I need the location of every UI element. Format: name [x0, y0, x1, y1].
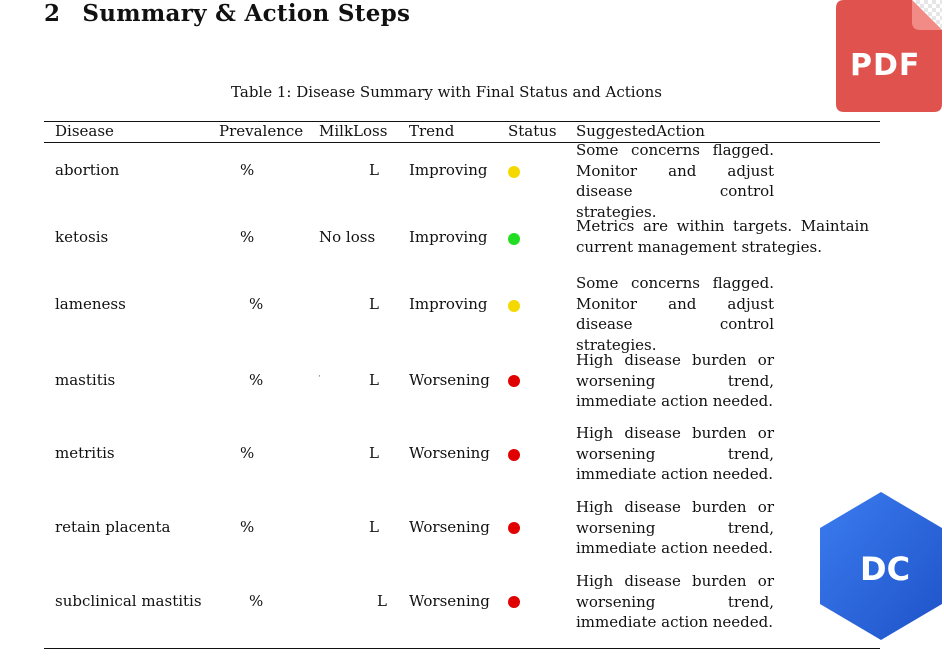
disease-cell: ketosis	[55, 228, 109, 246]
disease-cell: subclinical mastitis	[55, 592, 202, 610]
milkloss-cell: L	[369, 161, 379, 179]
milkloss-cell: L	[369, 295, 379, 313]
trend-cell: Worsening	[409, 371, 490, 389]
pdf-label: PDF	[850, 48, 921, 83]
pdf-file-icon[interactable]	[836, 0, 942, 112]
table-top-rule	[44, 121, 880, 122]
prevalence-cell: %	[240, 228, 255, 246]
action-cell: High disease burden or worsening trend, immediate action needed.	[576, 572, 774, 631]
action-cell: High disease burden or worsening trend, immediate action needed.	[576, 351, 774, 410]
status-dot	[508, 166, 520, 178]
stray-mark: ·	[318, 372, 321, 382]
status-dot	[508, 449, 520, 461]
trend-cell: Improving	[409, 295, 488, 313]
trend-cell: Worsening	[409, 592, 490, 610]
header-status: Status	[508, 122, 557, 140]
trend-cell: Worsening	[409, 518, 490, 536]
prevalence-cell: %	[249, 295, 264, 313]
prevalence-cell: %	[240, 518, 255, 536]
prevalence-cell: %	[249, 371, 264, 389]
header-prevalence: Prevalence	[219, 122, 304, 140]
status-dot	[508, 375, 520, 387]
disease-cell: retain placenta	[55, 518, 171, 536]
prevalence-cell: %	[240, 161, 255, 179]
header-trend: Trend	[409, 122, 455, 140]
table-bottom-rule	[44, 648, 880, 649]
section-title	[44, 0, 410, 27]
action-cell: Metrics are within targets. Maintain current management strategies.	[576, 217, 869, 256]
header-milkloss: MilkLoss	[319, 122, 388, 140]
header-disease: Disease	[55, 122, 114, 140]
milkloss-cell: No loss	[319, 228, 376, 246]
action-cell: Some concerns flagged. Monitor and adjust disease control strategies.	[576, 274, 774, 354]
trend-cell: Improving	[409, 228, 488, 246]
disease-cell: abortion	[55, 161, 120, 179]
action-cell: High disease burden or worsening trend, immediate action needed.	[576, 498, 774, 557]
table-caption: Table 1: Disease Summary with Final Status and Actions	[231, 83, 662, 101]
status-dot	[508, 233, 520, 245]
prevalence-cell: %	[240, 444, 255, 462]
dc-hexagon-icon[interactable]	[820, 492, 942, 640]
milkloss-cell: L	[377, 592, 387, 610]
trend-cell: Worsening	[409, 444, 490, 462]
trend-cell: Improving	[409, 161, 488, 179]
disease-cell: metritis	[55, 444, 115, 462]
action-cell: High disease burden or worsening trend, immediate action needed.	[576, 424, 774, 483]
status-dot	[508, 300, 520, 312]
action-cell: Some concerns flagged. Monitor and adjust disease control strategies.	[576, 141, 774, 221]
section-heading: Summary & Action Steps	[82, 0, 411, 27]
prevalence-cell: %	[249, 592, 264, 610]
disease-cell: lameness	[55, 295, 126, 313]
status-dot	[508, 522, 520, 534]
milkloss-cell: L	[369, 444, 379, 462]
header-suggested-action: SuggestedAction	[576, 122, 705, 140]
disease-cell: mastitis	[55, 371, 116, 389]
dc-label: DC	[860, 550, 911, 588]
status-dot	[508, 596, 520, 608]
section-number: 2	[44, 0, 61, 27]
milkloss-cell: L	[369, 371, 379, 389]
milkloss-cell: L	[369, 518, 379, 536]
